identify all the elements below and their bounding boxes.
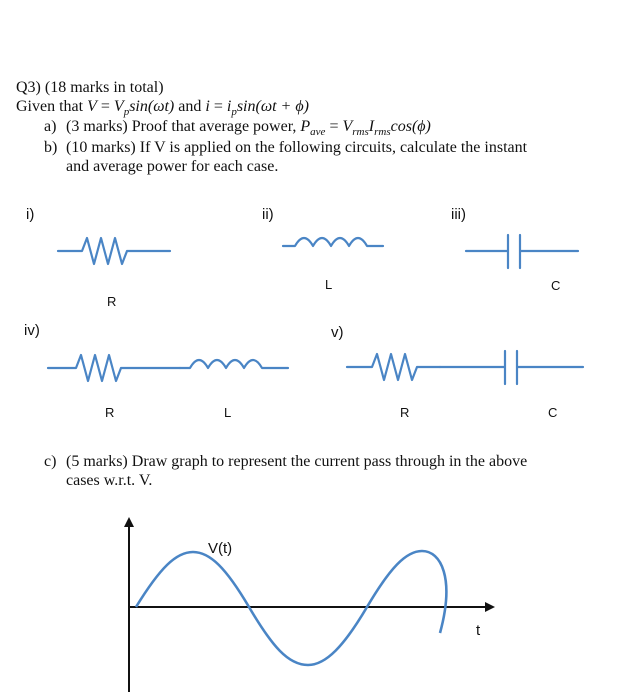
part-b-line2: and average power for each case. bbox=[66, 158, 279, 175]
given-line: Given that $V = V_p\sin(\omega t)$ and $i = i_p\sin(\omega t + \phi)$ bbox=[16, 98, 309, 118]
circuit-iii-numeral: iii) bbox=[451, 206, 466, 223]
circuit-iv-resistor-label: R bbox=[105, 405, 115, 420]
circuit-v-resistor-label: R bbox=[400, 405, 410, 420]
part-a-text: (3 marks) Proof that average power, bbox=[66, 118, 297, 135]
circuit-ii-inductor-label: L bbox=[325, 277, 333, 292]
graph-curve-label: V(t) bbox=[208, 540, 233, 557]
question-title: Q3) (18 marks in total) bbox=[16, 79, 164, 96]
circuit-i-resistor-label: R bbox=[107, 294, 117, 309]
circuit-iii-capacitor-label: C bbox=[551, 278, 561, 293]
circuit-iv-numeral: iv) bbox=[24, 322, 40, 339]
part-c-line1: (5 marks) Draw graph to represent the current pass through in the above bbox=[66, 453, 528, 470]
part-b-line1: (10 marks) If V is applied on the following circuits, calculate the instant bbox=[66, 139, 528, 156]
circuit-ii-numeral: ii) bbox=[262, 206, 274, 223]
circuit-v-numeral: v) bbox=[331, 324, 344, 341]
part-c-line2: cases w.r.t. V. bbox=[66, 472, 153, 489]
part-c-label: c) bbox=[44, 453, 57, 470]
graph-x-axis-label: t bbox=[476, 622, 481, 639]
part-b-label: b) bbox=[44, 139, 58, 156]
part-a: a) (3 marks) Proof that average power, $P_{ave} = V_{rms}I_{rms}\cos(\phi)$ bbox=[44, 118, 431, 138]
circuit-i-numeral: i) bbox=[26, 206, 35, 223]
circuit-iv-inductor-label: L bbox=[224, 405, 232, 420]
part-a-label: a) bbox=[44, 118, 57, 135]
circuit-v-capacitor-label: C bbox=[548, 405, 558, 420]
